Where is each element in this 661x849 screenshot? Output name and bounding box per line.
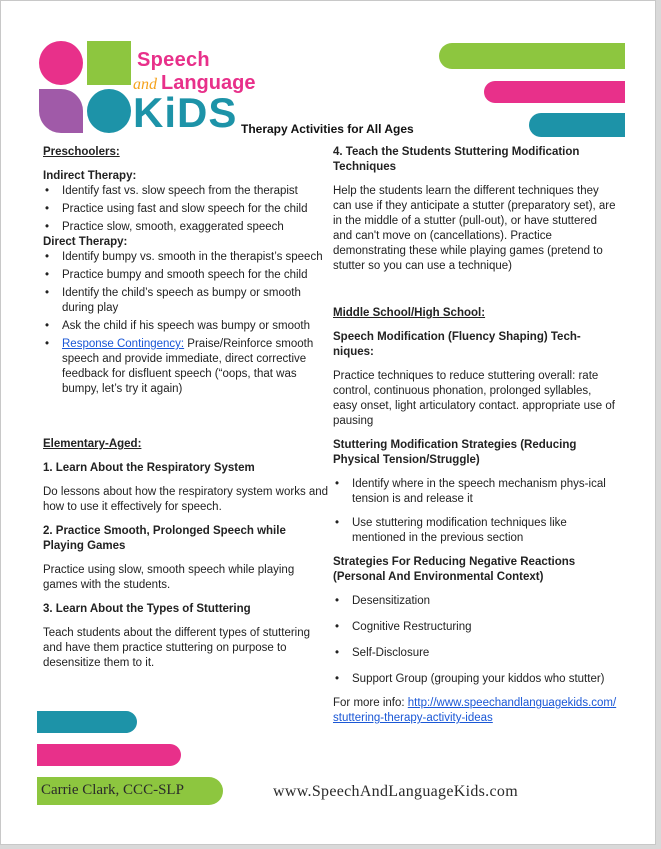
logo-and-text: and <box>133 76 157 93</box>
fluency-shaping-text: Practice techniques to reduce stuttering overall: rate control, continuous phonation, prolonged syllables, easy onset, light articulatory contact. appropriate use of pausing <box>333 370 615 427</box>
logo-kids-text: KiDS <box>133 89 238 136</box>
list-item: • Identify where in the speech mechanism phys-ical tension is and release it <box>333 477 617 507</box>
list-item: • Identify fast vs. slow speech from the therapist <box>43 184 329 199</box>
stuttering-modification-list <box>333 477 617 546</box>
elementary-step4-heading: 4. Teach the Students Stuttering Modification Techniques <box>333 146 580 173</box>
more-info-link[interactable]: http://www.speechandlanguagekids.com/stuttering-therapy-activity-ideas <box>333 697 617 724</box>
list-item: • Use stuttering modification techniques like mentioned in the previous section <box>333 516 617 546</box>
elementary-step2-heading: 2. Practice Smooth, Prolonged Speech while Playing Games <box>43 525 286 552</box>
list-item: • Support Group (grouping your kiddos who stutter) <box>333 672 617 687</box>
website-url: www.SpeechAndLanguageKids.com <box>273 783 518 800</box>
middle-high-heading: Middle School/High School: <box>333 307 486 319</box>
elementary-step3-heading: 3. Learn About the Types of Stuttering <box>43 603 251 615</box>
more-info <box>333 696 617 726</box>
decor-bar-green-top <box>439 43 625 69</box>
stuttering-modification-heading: Stuttering Modification Strategies (Reducing Physical Tension/Struggle) <box>333 439 577 466</box>
logo-icon <box>39 41 131 133</box>
list-item: • Practice using fast and slow speech for the child <box>43 202 329 217</box>
logo-language-word: Language <box>161 72 256 94</box>
logo-speech-text: Speech <box>137 49 210 71</box>
decor-bar-pink-top <box>484 81 625 103</box>
list-item: • Cognitive Restructuring <box>333 620 617 635</box>
more-info-label: For more info: <box>333 697 408 709</box>
list-item: • Identify bumpy vs. smooth in the therapist’s speech <box>43 250 329 265</box>
indirect-therapy-list <box>43 184 329 235</box>
decor-bar-teal-bottom <box>37 711 137 733</box>
decor-bar-teal-top <box>529 113 625 137</box>
list-item: • Identify the child’s speech as bumpy or smooth during play <box>43 286 329 316</box>
list-item: • Ask the child if his speech was bumpy or smooth <box>43 319 329 334</box>
list-item: • Practice slow, smooth, exaggerated speech <box>43 220 329 235</box>
decor-bar-pink-bottom <box>37 744 181 766</box>
right-column <box>333 145 617 726</box>
elementary-step3-text: Teach students about the different types of stuttering and have them practice stuttering on purpose to desensitize them to it. <box>43 627 311 669</box>
fluency-shaping-heading: Speech Modification (Fluency Shaping) Tech-niques: <box>333 331 581 358</box>
author-name: Carrie Clark, CCC-SLP <box>41 782 184 798</box>
indirect-therapy-heading: Indirect Therapy: <box>43 170 137 182</box>
page-title: Therapy Activities for All Ages <box>241 122 414 136</box>
elementary-step2-text: Practice using slow, smooth speech while playing games with the students. <box>43 564 295 591</box>
left-column <box>43 145 329 671</box>
response-contingency-link[interactable]: Response Contingency: <box>62 338 185 350</box>
elementary-step4-text: Help the students learn the different techniques they can use if they anticipate a stutter (preparatory set), are in the middle of a stutter (pull-out), or have stuttered and can't move on (cancellations). Practice demonstrating these while playing games (pretend to stutter so you can use a technique) <box>333 185 616 272</box>
list-item-response <box>43 337 329 397</box>
negative-reactions-list <box>333 594 617 687</box>
list-item: • Practice bumpy and smooth speech for the child <box>43 268 329 283</box>
elementary-step1-heading: 1. Learn About the Respiratory System <box>43 462 255 474</box>
negative-reactions-heading: Strategies For Reducing Negative Reactions (Personal And Environmental Context) <box>333 556 576 583</box>
elementary-heading: Elementary-Aged: <box>43 438 142 450</box>
response-contingency-text: Praise/Reinforce smooth speech and provide immediate, direct corrective feedback for disfluent speech (“oops, that was bumpy, let’s try it again) <box>62 338 314 395</box>
elementary-step1-text: Do lessons about how the respiratory system works and how to use it effectively for speech. <box>43 486 329 513</box>
direct-therapy-list <box>43 250 329 397</box>
direct-therapy-heading: Direct Therapy: <box>43 236 128 248</box>
preschool-heading: Preschoolers: <box>43 146 120 158</box>
list-item: • Desensitization <box>333 594 617 609</box>
list-item: • Self-Disclosure <box>333 646 617 661</box>
